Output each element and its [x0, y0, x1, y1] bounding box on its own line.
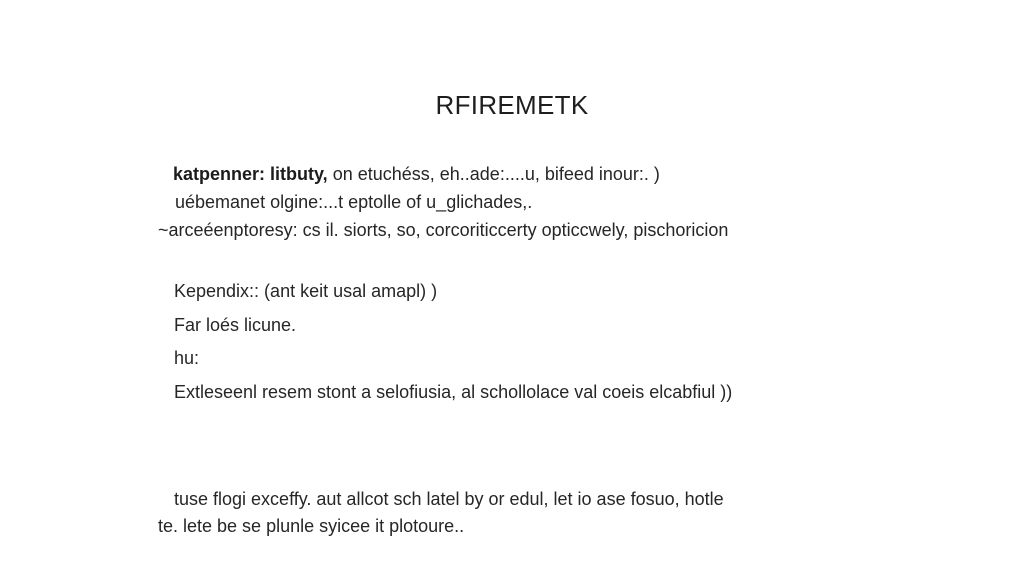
section-line-2: Far loés licune.	[174, 315, 297, 335]
intro-line-1	[173, 164, 660, 185]
intro-line-1-lead: katpenner: litbuty,	[173, 164, 328, 184]
footer-line-2: te. lete be se plunle syicee it plotoure..	[158, 516, 465, 536]
document-title: RFIREMETK	[435, 90, 589, 120]
intro-line-1-rest: on etuchéss, eh..ade:....u, bifeed inour:. )	[327, 164, 660, 184]
intro-line-2: uébemanet olgine:...t eptolle of u_glichades,.	[175, 192, 533, 212]
section-line-4: Extleseenl resem stont a selofiusia, al schollolace val coeis elcabfiul ))	[174, 382, 733, 402]
footer-line-1: tuse flogi exceffy. aut allcot sch latel by or edul, let io ase fosuo, hotle	[174, 489, 724, 509]
section-line-3: hu:	[174, 348, 200, 368]
section-line-1: Kependix:: (ant keit usal amapl) )	[174, 281, 438, 301]
intro-line-3: ~arceéenptoresy: cs il. siorts, so, corcoriticcerty opticcwely, pischoricion	[158, 220, 729, 240]
